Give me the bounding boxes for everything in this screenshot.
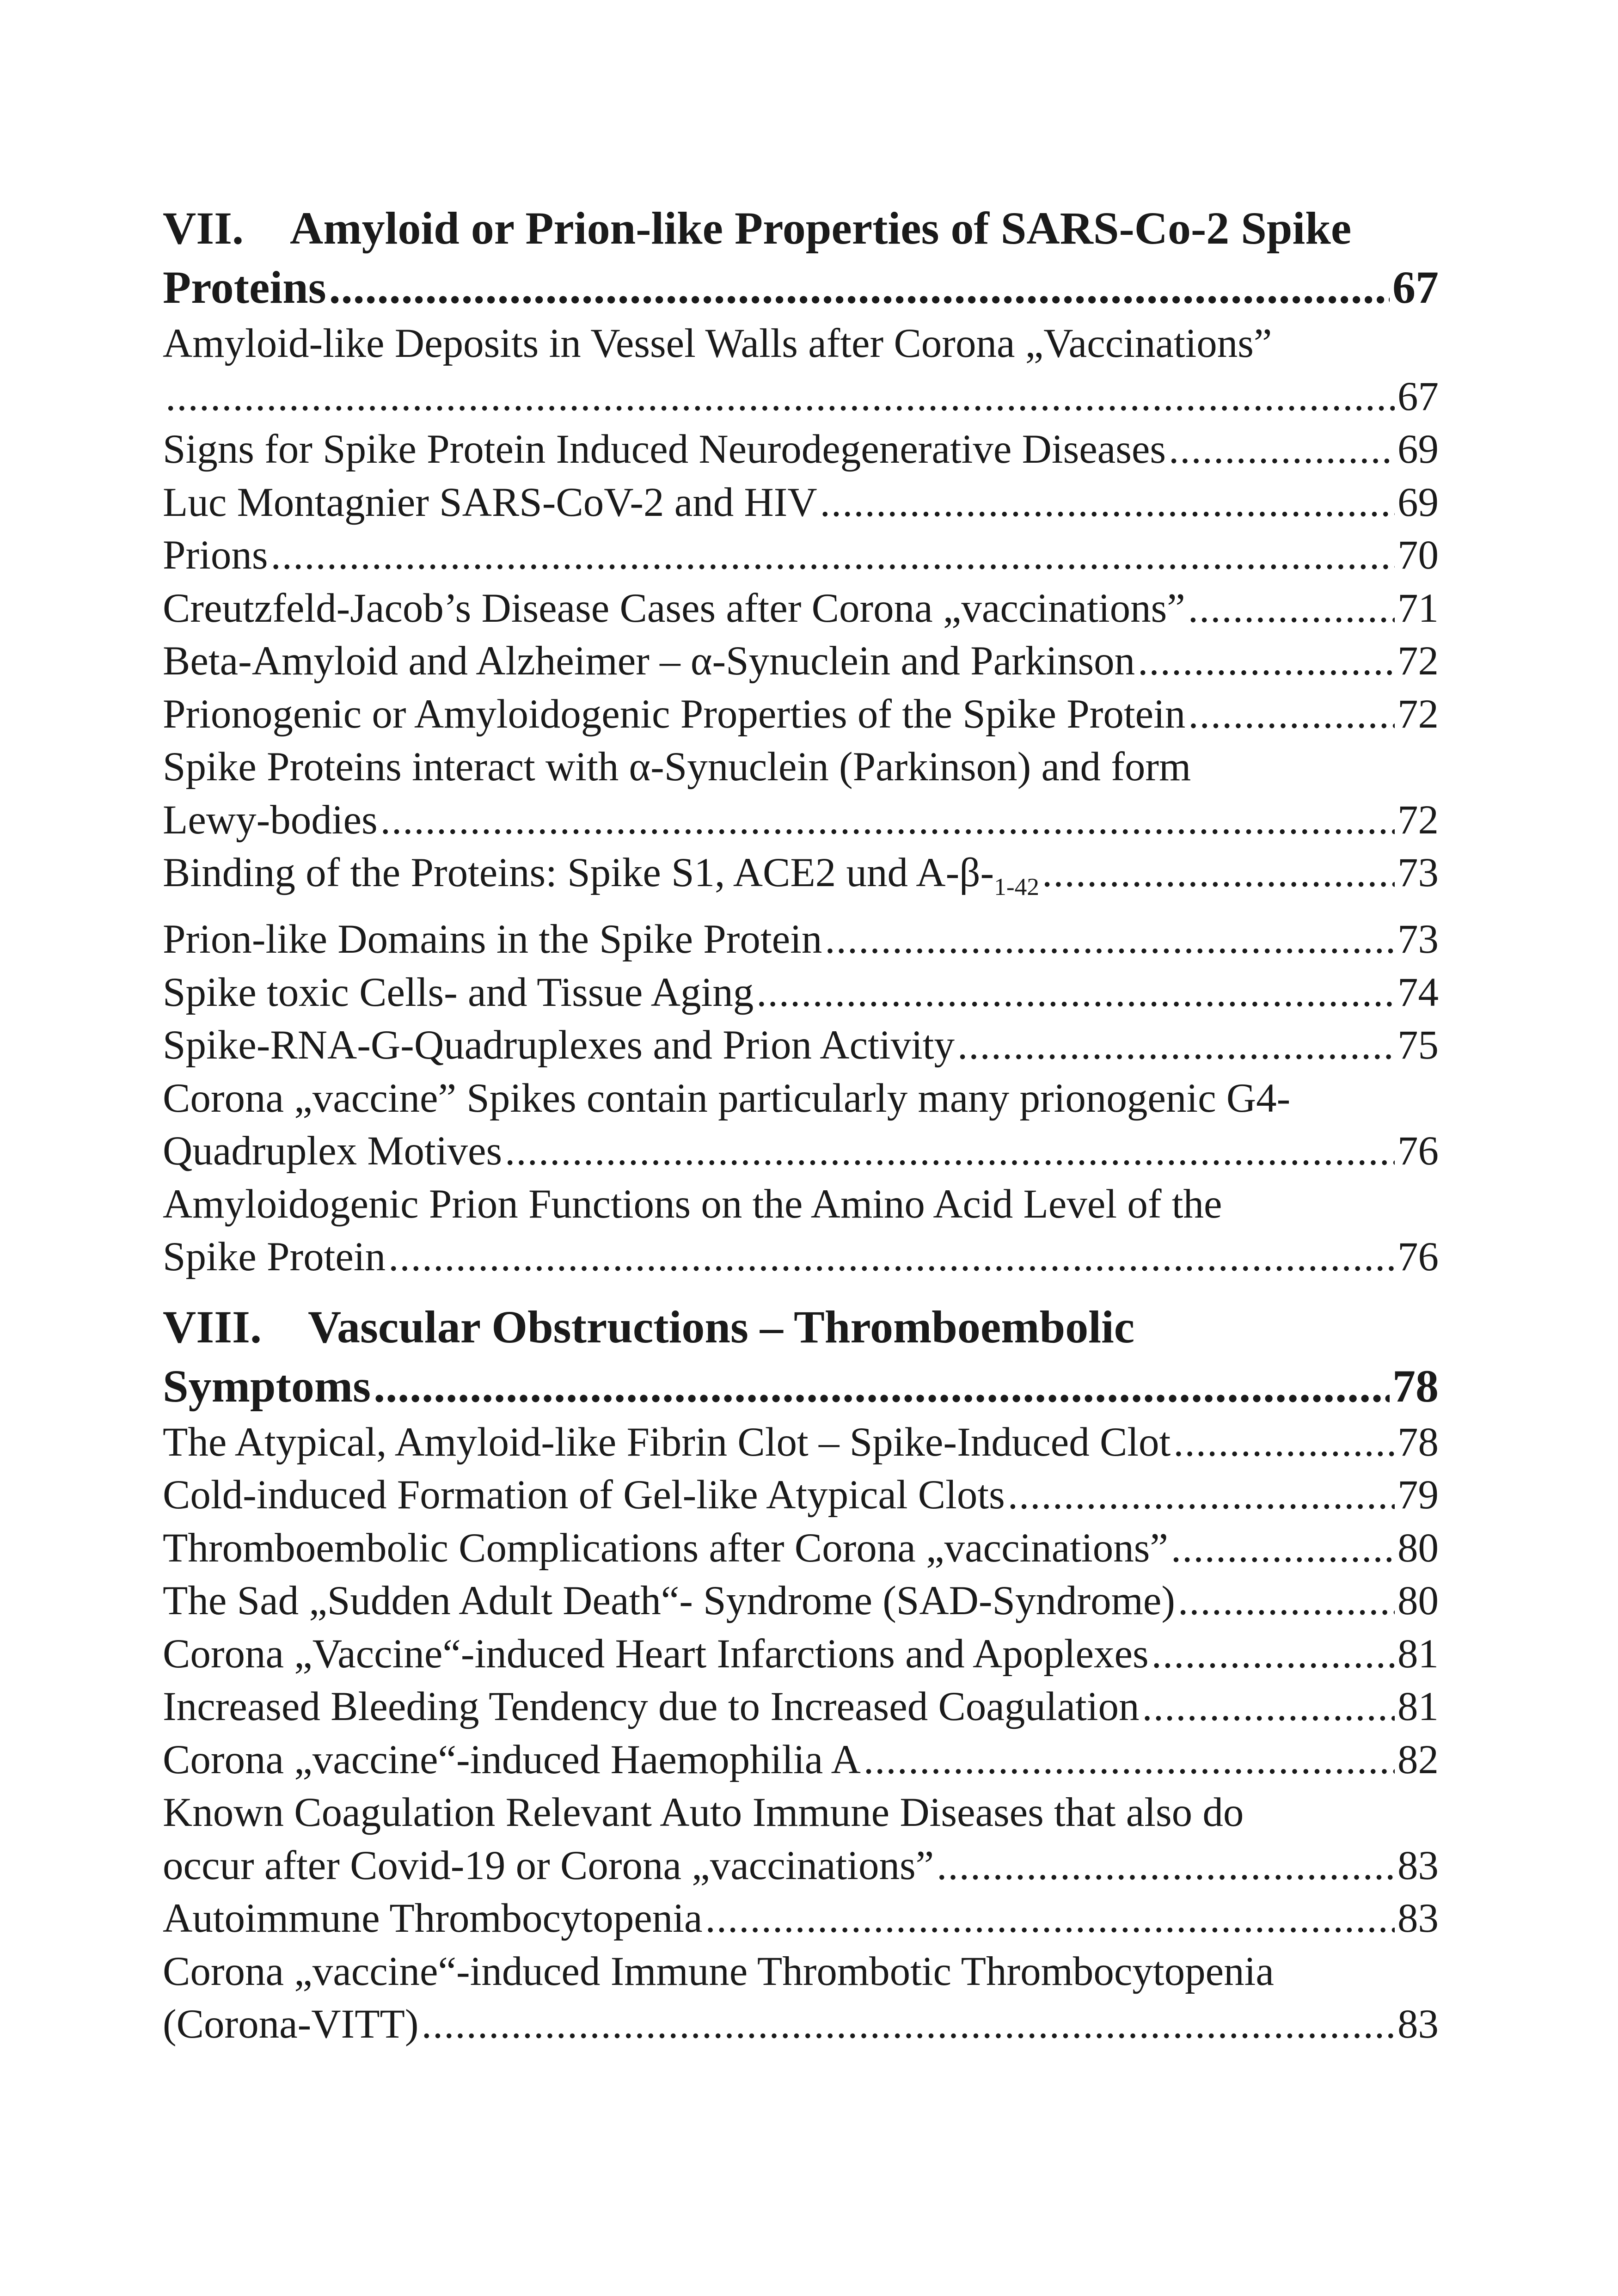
toc-title-last-line <box>163 635 1439 688</box>
toc-entry[interactable] <box>163 1892 1439 1945</box>
toc-title-line: VII. Amyloid or Prion-like Properties of SARS-Co-2 Spike <box>163 202 1352 254</box>
toc-title-text: Symptoms <box>163 1360 371 1412</box>
dot-leader <box>329 258 1390 317</box>
toc-title-last-line <box>163 966 1439 1019</box>
dot-leader <box>864 1733 1395 1787</box>
toc-title-last-line <box>163 582 1439 635</box>
dot-leader <box>820 476 1395 529</box>
toc-entry[interactable] <box>163 1786 1439 1892</box>
toc-entry[interactable] <box>163 1733 1439 1787</box>
toc-entry[interactable] <box>163 1574 1439 1628</box>
toc-title-line: Known Coagulation Relevant Auto Immune Diseases that also do <box>163 1790 1244 1836</box>
toc-title-line: Amyloid-like Deposits in Vessel Walls after Corona „Vaccinations” <box>163 321 1272 366</box>
toc-title-text: Binding of the Proteins: Spike S1, ACE2 und $A-\beta-_{1-42}$ <box>163 850 1039 900</box>
toc-title-text: Spike toxic Cells- and Tissue Aging <box>163 969 754 1015</box>
toc-title-last-line <box>163 1733 1439 1787</box>
toc-title-text: Cold-induced Formation of Gel-like Atypical Clots <box>163 1472 1005 1518</box>
toc-title-last-line <box>163 370 1439 423</box>
toc-title-text: Lewy-bodies <box>163 797 378 843</box>
toc-page-number: 82 <box>1397 1737 1439 1782</box>
dot-leader <box>271 529 1395 582</box>
toc-title-last-line <box>163 1892 1439 1945</box>
toc-title-text: Thromboembolic Complications after Corona „vaccinations” <box>163 1525 1168 1571</box>
toc-title-text: Prions <box>163 533 268 578</box>
toc-title-last-line <box>163 1522 1439 1575</box>
toc-title-text: Corona „vaccine“-induced Haemophilia A <box>163 1737 861 1782</box>
toc-entry[interactable] <box>163 635 1439 688</box>
toc-page-number: 69 <box>1397 427 1439 472</box>
dot-leader <box>1142 1680 1395 1733</box>
dot-leader <box>1169 423 1395 476</box>
toc-title-text: (Corona-VITT) <box>163 2002 419 2047</box>
toc-chapter-heading[interactable] <box>163 199 1439 317</box>
toc-entry[interactable] <box>163 1178 1439 1284</box>
toc-entry[interactable] <box>163 1945 1439 2051</box>
dot-leader <box>937 1839 1395 1892</box>
toc-page-number: 67 <box>1397 373 1439 419</box>
toc-entry[interactable] <box>163 423 1439 476</box>
toc-title-text: Prion-like Domains in the Spike Protein <box>163 917 822 962</box>
toc-entry[interactable] <box>163 476 1439 529</box>
toc-entry[interactable] <box>163 1628 1439 1681</box>
toc-page-number: 75 <box>1397 1022 1439 1068</box>
toc-title-last-line <box>163 258 1439 317</box>
toc-title-last-line <box>163 1469 1439 1522</box>
dot-leader <box>957 1019 1395 1072</box>
toc-page-number: 69 <box>1397 479 1439 525</box>
toc-title-last-line <box>163 1839 1439 1892</box>
dot-leader <box>1008 1469 1395 1522</box>
toc-title-last-line <box>163 1574 1439 1628</box>
toc-entry[interactable] <box>163 1072 1439 1178</box>
toc-page-number: 71 <box>1397 585 1439 631</box>
toc-entry[interactable] <box>163 317 1439 423</box>
toc-title-last-line <box>163 794 1439 847</box>
toc-page-number: 72 <box>1397 638 1439 684</box>
dot-leader <box>505 1125 1395 1178</box>
toc-title-text: Prionogenic or Amyloidogenic Properties of the Spike Protein <box>163 691 1186 737</box>
dot-leader <box>380 794 1395 847</box>
toc-page-number: 83 <box>1397 1896 1439 1941</box>
toc-page-number: 78 <box>1392 1360 1439 1412</box>
toc-page-number: 67 <box>1392 262 1439 313</box>
dot-leader <box>1173 1416 1395 1469</box>
toc-page-number: 73 <box>1397 850 1439 895</box>
toc-entry[interactable] <box>163 688 1439 741</box>
toc-title-last-line <box>163 1019 1439 1072</box>
toc-title-last-line <box>163 423 1439 476</box>
toc-page-number: 80 <box>1397 1578 1439 1624</box>
toc-title-line: Spike Proteins interact with α-Synuclein (Parkinson) and form <box>163 744 1191 790</box>
toc-title-text: Creutzfeld-Jacob’s Disease Cases after Corona „vaccinations” <box>163 585 1185 631</box>
toc-title-last-line <box>163 529 1439 582</box>
toc-title-last-line <box>163 688 1439 741</box>
toc-entry[interactable] <box>163 1469 1439 1522</box>
toc-chapter-heading[interactable] <box>163 1298 1439 1416</box>
toc-title-last-line <box>163 1231 1439 1284</box>
toc-entry[interactable] <box>163 582 1439 635</box>
toc-page-number: 72 <box>1397 797 1439 843</box>
toc-subscript: 1-42 <box>994 872 1039 900</box>
dot-leader <box>1188 582 1395 635</box>
dot-leader <box>825 913 1395 966</box>
dot-leader <box>1178 1574 1395 1628</box>
toc-title-text: Quadruplex Motives <box>163 1128 503 1174</box>
toc-page-number: 78 <box>1397 1419 1439 1465</box>
toc-title-text: Spike-RNA-G-Quadruplexes and Prion Activity <box>163 1022 955 1068</box>
dot-leader <box>1042 846 1395 900</box>
toc-title-text: Autoimmune Thrombocytopenia <box>163 1896 703 1941</box>
toc-title-text: Signs for Spike Protein Induced Neurodegenerative Diseases <box>163 427 1166 472</box>
toc-page-number: 76 <box>1397 1234 1439 1280</box>
dot-leader <box>1152 1628 1395 1681</box>
dot-leader <box>1188 688 1395 741</box>
toc-entry[interactable] <box>163 1522 1439 1575</box>
toc-title-last-line <box>163 1998 1439 2051</box>
toc-title-last-line <box>163 1416 1439 1469</box>
toc-page-number: 76 <box>1397 1128 1439 1174</box>
dot-leader <box>705 1892 1395 1945</box>
toc-page-number: 74 <box>1397 969 1439 1015</box>
dot-leader <box>374 1357 1390 1416</box>
table-of-contents <box>163 199 1439 2051</box>
toc-title-line: Amyloidogenic Prion Functions on the Amino Acid Level of the <box>163 1181 1222 1227</box>
toc-title-text: The Atypical, Amyloid-like Fibrin Clot – Spike-Induced Clot <box>163 1419 1171 1465</box>
toc-page-number: 72 <box>1397 691 1439 737</box>
toc-entry[interactable] <box>163 1416 1439 1469</box>
toc-title-line: VIII. Vascular Obstructions – Thromboembolic <box>163 1301 1135 1353</box>
toc-page-number: 81 <box>1397 1631 1439 1677</box>
dot-leader <box>388 1231 1395 1284</box>
toc-title-last-line <box>163 846 1439 913</box>
toc-title-text: occur after Covid-19 or Corona „vaccinations” <box>163 1843 934 1888</box>
toc-title-text: Increased Bleeding Tendency due to Increased Coagulation <box>163 1684 1140 1730</box>
dot-leader <box>165 370 1395 423</box>
toc-entry[interactable] <box>163 529 1439 582</box>
toc-title-last-line <box>163 476 1439 529</box>
dot-leader <box>422 1998 1395 2051</box>
toc-entry[interactable] <box>163 846 1439 913</box>
toc-title-text: Corona „Vaccine“-induced Heart Infarctions and Apoplexes <box>163 1631 1149 1677</box>
toc-page-number: 81 <box>1397 1684 1439 1730</box>
toc-page-number: 83 <box>1397 2002 1439 2047</box>
toc-entry[interactable] <box>163 966 1439 1019</box>
toc-title-text: Proteins <box>163 262 326 313</box>
toc-entry[interactable] <box>163 1019 1439 1072</box>
toc-title-last-line <box>163 1628 1439 1681</box>
dot-leader <box>756 966 1395 1019</box>
toc-title-line: Corona „vaccine” Spikes contain particularly many prionogenic G4- <box>163 1075 1291 1121</box>
toc-page-number: 83 <box>1397 1843 1439 1888</box>
toc-entry[interactable] <box>163 741 1439 846</box>
toc-page-number: 80 <box>1397 1525 1439 1571</box>
toc-entry[interactable] <box>163 1680 1439 1733</box>
toc-title-last-line <box>163 1680 1439 1733</box>
toc-title-last-line <box>163 1357 1439 1416</box>
toc-page-number: 73 <box>1397 917 1439 962</box>
toc-page-number: 79 <box>1397 1472 1439 1518</box>
dot-leader <box>1138 635 1395 688</box>
toc-title-text: Luc Montagnier SARS-CoV-2 and HIV <box>163 479 817 525</box>
toc-title-text: Beta-Amyloid and Alzheimer – α-Synuclein and Parkinson <box>163 638 1135 684</box>
toc-title-line: Corona „vaccine“-induced Immune Thrombotic Thrombocytopenia <box>163 1948 1274 1994</box>
toc-title-text: Spike Protein <box>163 1234 386 1280</box>
dot-leader <box>1171 1522 1395 1575</box>
toc-title-last-line <box>163 1125 1439 1178</box>
toc-entry[interactable] <box>163 913 1439 966</box>
toc-page-number: 70 <box>1397 533 1439 578</box>
toc-title-last-line <box>163 913 1439 966</box>
toc-title-text: The Sad „Sudden Adult Death“- Syndrome (SAD-Syndrome) <box>163 1578 1176 1624</box>
